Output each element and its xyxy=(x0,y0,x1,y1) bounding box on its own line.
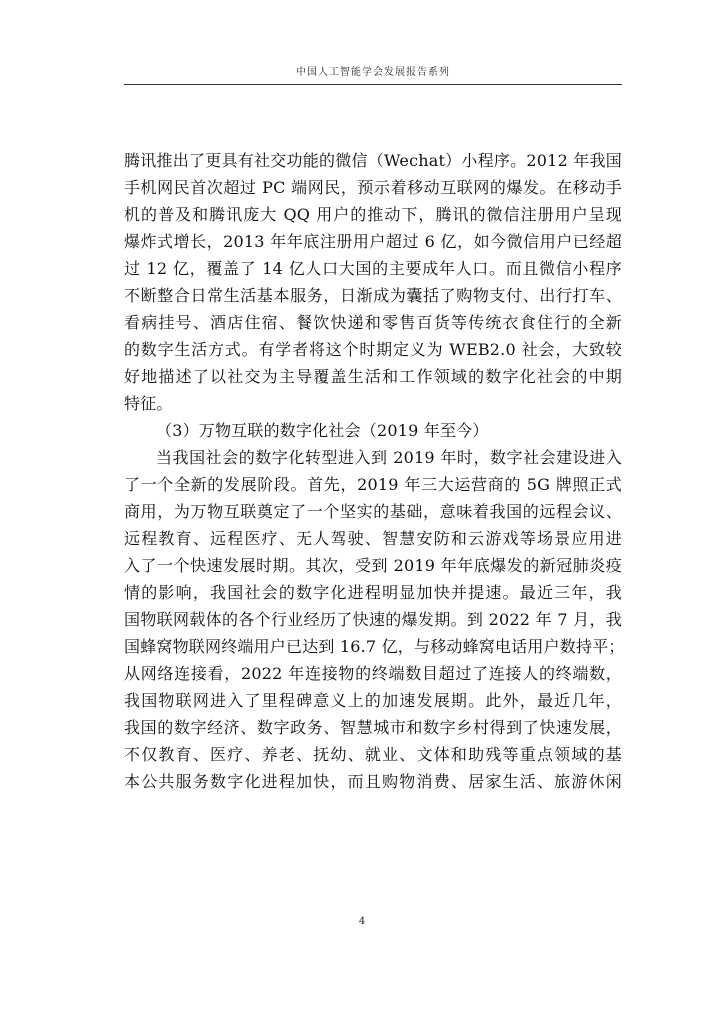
section-heading xyxy=(124,417,622,444)
text-line: 远程教育、远程医疗、无人驾驶、智慧安防和云游戏等场景应用进 xyxy=(124,529,622,548)
text-line: 国蜂窝物联网终端用户已达到 16.7 亿，与移动蜂窝电话用户数持平； xyxy=(124,637,625,656)
running-header: 中国人工智能学会发展报告系列 xyxy=(124,64,622,85)
text-line: 的数字生活方式。有学者将这个时期定义为 WEB2.0 社会，大致较 xyxy=(124,340,622,359)
body-text xyxy=(124,147,625,795)
text-line: 腾讯推出了更具有社交功能的微信（Wechat）小程序。2012 年我国 xyxy=(124,151,622,170)
text-line: 情的影响，我国社会的数字化进程明显加快并提速。最近三年，我 xyxy=(124,583,622,602)
text-line: 特征。 xyxy=(124,394,173,413)
text-line: 本公共服务数字化进程加快，而且购物消费、居家生活、旅游休闲 xyxy=(124,772,622,791)
page-number: 4 xyxy=(358,916,366,927)
paragraph xyxy=(124,444,625,795)
text-line: 入了一个快速发展时期。其次，受到 2019 年年底爆发的新冠肺炎疫 xyxy=(124,556,622,575)
text-line: 当我国社会的数字化转型进入到 2019 年时，数字社会建设进入 xyxy=(156,448,622,467)
paragraph-continued xyxy=(124,147,622,417)
text-line: 机的普及和腾讯庞大 QQ 用户的推动下，腾讯的微信注册用户呈现 xyxy=(124,205,622,224)
text-line: 我国物联网进入了里程碑意义上的加速发展期。此外，最近几年， xyxy=(124,691,622,710)
text-line: 好地描述了以社交为主导覆盖生活和工作领域的数字化社会的中期 xyxy=(124,367,622,386)
text-line: 看病挂号、酒店住宿、餐饮快递和零售百货等传统衣食住行的全新 xyxy=(124,313,622,332)
text-line: 国物联网载体的各个行业经历了快速的爆发期。到 2022 年 7 月，我 xyxy=(124,610,622,629)
text-line: 了一个全新的发展阶段。首先，2019 年三大运营商的 5G 牌照正式 xyxy=(124,475,622,494)
text-line: 不仅教育、医疗、养老、抚幼、就业、文体和助残等重点领域的基 xyxy=(124,745,622,764)
text-line: 过 12 亿，覆盖了 14 亿人口大国的主要成年人口。而且微信小程序 xyxy=(124,259,622,278)
text-line: 从网络连接看，2022 年连接物的终端数目超过了连接人的终端数， xyxy=(124,664,622,683)
text-line: 爆炸式增长，2013 年年底注册用户超过 6 亿，如今微信用户已经超 xyxy=(124,232,622,251)
text-line: 手机网民首次超过 PC 端网民，预示着移动互联网的爆发。在移动手 xyxy=(124,178,622,197)
text-line: 不断整合日常生活基本服务，日渐成为囊括了购物支付、出行打车、 xyxy=(124,286,622,305)
section-heading-text: （3）万物互联的数字化社会（2019 年至今） xyxy=(156,421,489,440)
text-line: 商用，为万物互联奠定了一个坚实的基础，意味着我国的远程会议、 xyxy=(124,502,622,521)
text-line: 我国的数字经济、数字政务、智慧城市和数字乡村得到了快速发展， xyxy=(124,718,622,737)
